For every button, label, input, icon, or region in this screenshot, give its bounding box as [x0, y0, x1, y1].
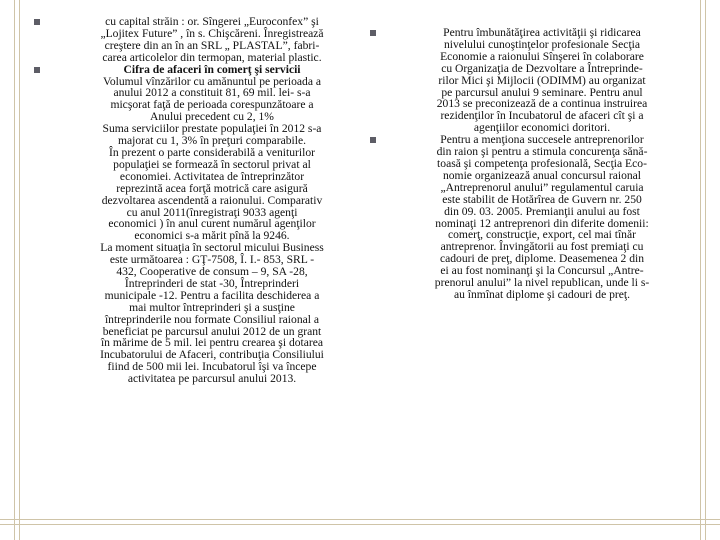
- text-line: pe parcursul anului 9 seminare. Pentru anul: [441, 85, 643, 99]
- section-heading: Cifra de afaceri în comerţ şi servicii: [123, 62, 301, 76]
- text-line: majorat cu 1, 3% în preţuri comparabile.: [117, 134, 306, 148]
- frame-rule-bottom: [0, 519, 720, 520]
- text-line: este stabilit de Hotărîrea de Guvern nr. 250: [442, 192, 642, 206]
- text-line: „Antreprenorul anului” regulamentul caruia: [440, 180, 644, 194]
- frame-rule-left-inner: [19, 0, 20, 540]
- text-line: Întreprinderi de stat -30, Întreprinderi: [124, 276, 300, 290]
- text-line: economici ) în anul curent numărul agenţilor: [108, 217, 316, 231]
- left-item-1: [34, 16, 356, 64]
- text-line: micşorat faţă de perioada corespunzătoare a: [110, 98, 314, 112]
- bullet-icon: [34, 19, 40, 25]
- text-line: Pentru îmbunătăţirea activităţii şi ridicarea: [443, 26, 641, 39]
- text-line: fiind de 500 mii lei. Incubatorul îşi va începe: [107, 360, 317, 374]
- text-line: activitatea pe parcursul anului 2013.: [127, 372, 297, 386]
- text-line: 2013 se preconizează de a continua instruirea: [436, 97, 648, 111]
- text-line: creştere din an în an SRL „ PLASTAL”, fabri-: [104, 38, 320, 52]
- text-line: Pentru a menţiona succesele antreprenorilor: [440, 133, 644, 147]
- text-line: municipale -12. Pentru a facilita deschiderea a: [104, 288, 320, 302]
- bullet-icon: [34, 67, 40, 73]
- text-line: mai multor întreprinderi şi a susţine: [129, 300, 295, 314]
- text-line: este următoarea : GŢ-7508, Î. I.- 853, SRL -: [109, 253, 315, 267]
- text-line: economici s-a mărit pînă la 9246.: [134, 229, 290, 243]
- left-column: [34, 16, 356, 385]
- frame-rule-right-inner: [705, 0, 706, 540]
- right-item-1: [370, 27, 680, 134]
- text-line: Suma serviciilor prestate populaţiei în 2012 s-a: [102, 122, 322, 136]
- text-line: cu capital străin : or. Sîngerei „Euroconfex” şi: [105, 15, 319, 28]
- text-line: cu anul 2011(înregistraţi 9033 agenţi: [126, 205, 298, 219]
- text-line: carea articolelor din termopan, material plastic.: [102, 50, 322, 64]
- text-line: cadouri de preţ, diplome. Deasemenea 2 din: [439, 252, 645, 266]
- text-line: În prezent o parte considerabilă a veniturilor: [108, 145, 316, 159]
- text-line: „Lojitex Future” , în s. Chişcăreni. Înregistrează: [100, 26, 324, 40]
- bullet-icon: [370, 30, 376, 36]
- text-line: Volumul vînzărilor cu amănuntul pe perioada a: [102, 74, 322, 88]
- text-line: nomie organizează anual concursul raional: [442, 168, 642, 182]
- text-line: rilor Mici şi Mijlocii (ODIMM) au organizat: [438, 73, 646, 87]
- right-column: [370, 27, 680, 301]
- bullet-icon: [370, 137, 376, 143]
- right-item-2: [370, 134, 680, 301]
- text-line: Anului precedent cu 2, 1%: [150, 110, 274, 124]
- frame-rule-left: [14, 0, 15, 540]
- text-line: întreprinderile nou formate Consiliul raional a: [104, 312, 320, 326]
- text-line: prenorul anului” la nivel republican, unde li s-: [434, 276, 650, 290]
- text-line: comerţ, construcţie, export, cel mai tînăr: [447, 228, 636, 242]
- text-line: reprezintă acea forţă motrică care asigură: [116, 181, 308, 195]
- text-line: rezidenţilor în Incubatorul de afaceri cît şi a: [440, 109, 644, 123]
- text-line: Incubatorului de Afaceri, contribuţia Consiliului: [100, 348, 324, 362]
- text-line: toasă şi competenţa profesională, Secţia Eco-: [437, 156, 647, 170]
- text-line: din raion şi pentru a stimula concurenţa sănă-: [436, 145, 648, 159]
- text-line: din 09. 03. 2005. Premianţii anului au fost: [444, 204, 640, 218]
- text-line: nivelului cunoştinţelor profesionale Secţia: [443, 37, 641, 51]
- text-line: nominaţi 12 antreprenori din diferite domenii:: [435, 216, 649, 230]
- text-line: beneficiat pe parcursul anului 2012 de un grant: [102, 324, 322, 338]
- frame-rule-right: [700, 0, 701, 540]
- text-line: în mărime de 5 mil. lei pentru crearea şi dotarea: [100, 336, 324, 350]
- text-line: agenţiilor economici doritori.: [473, 121, 611, 135]
- frame-rule-bottom-inner: [0, 524, 720, 525]
- text-line: Economie a raionului Sînşerei în colaborare: [440, 49, 644, 63]
- text-line: anului 2012 a constituit 81, 69 mil. lei- s-a: [113, 86, 311, 100]
- left-item-2: [34, 64, 356, 385]
- text-line: economiei. Activitatea de întreprinzător: [119, 169, 305, 183]
- text-line: au înmînat diplome şi cadouri de preţ.: [453, 287, 631, 301]
- text-line: dezvoltarea ascendentă a raionului. Comparativ: [101, 193, 323, 207]
- text-line: 432, Cooperative de consum – 9, SA -28,: [116, 265, 308, 279]
- text-line: cu Organizaţia de Dezvoltare a Întreprinde-: [441, 61, 643, 75]
- text-line: ei au fost nominanţi şi la Concursul „Antre-: [440, 264, 644, 278]
- text-line: antreprenor. Învingătorii au fost premiaţi cu: [440, 240, 644, 254]
- text-line: populaţiei se formează în sectorul privat al: [113, 157, 311, 171]
- text-line: La moment situaţia în sectorul micului Business: [100, 241, 324, 255]
